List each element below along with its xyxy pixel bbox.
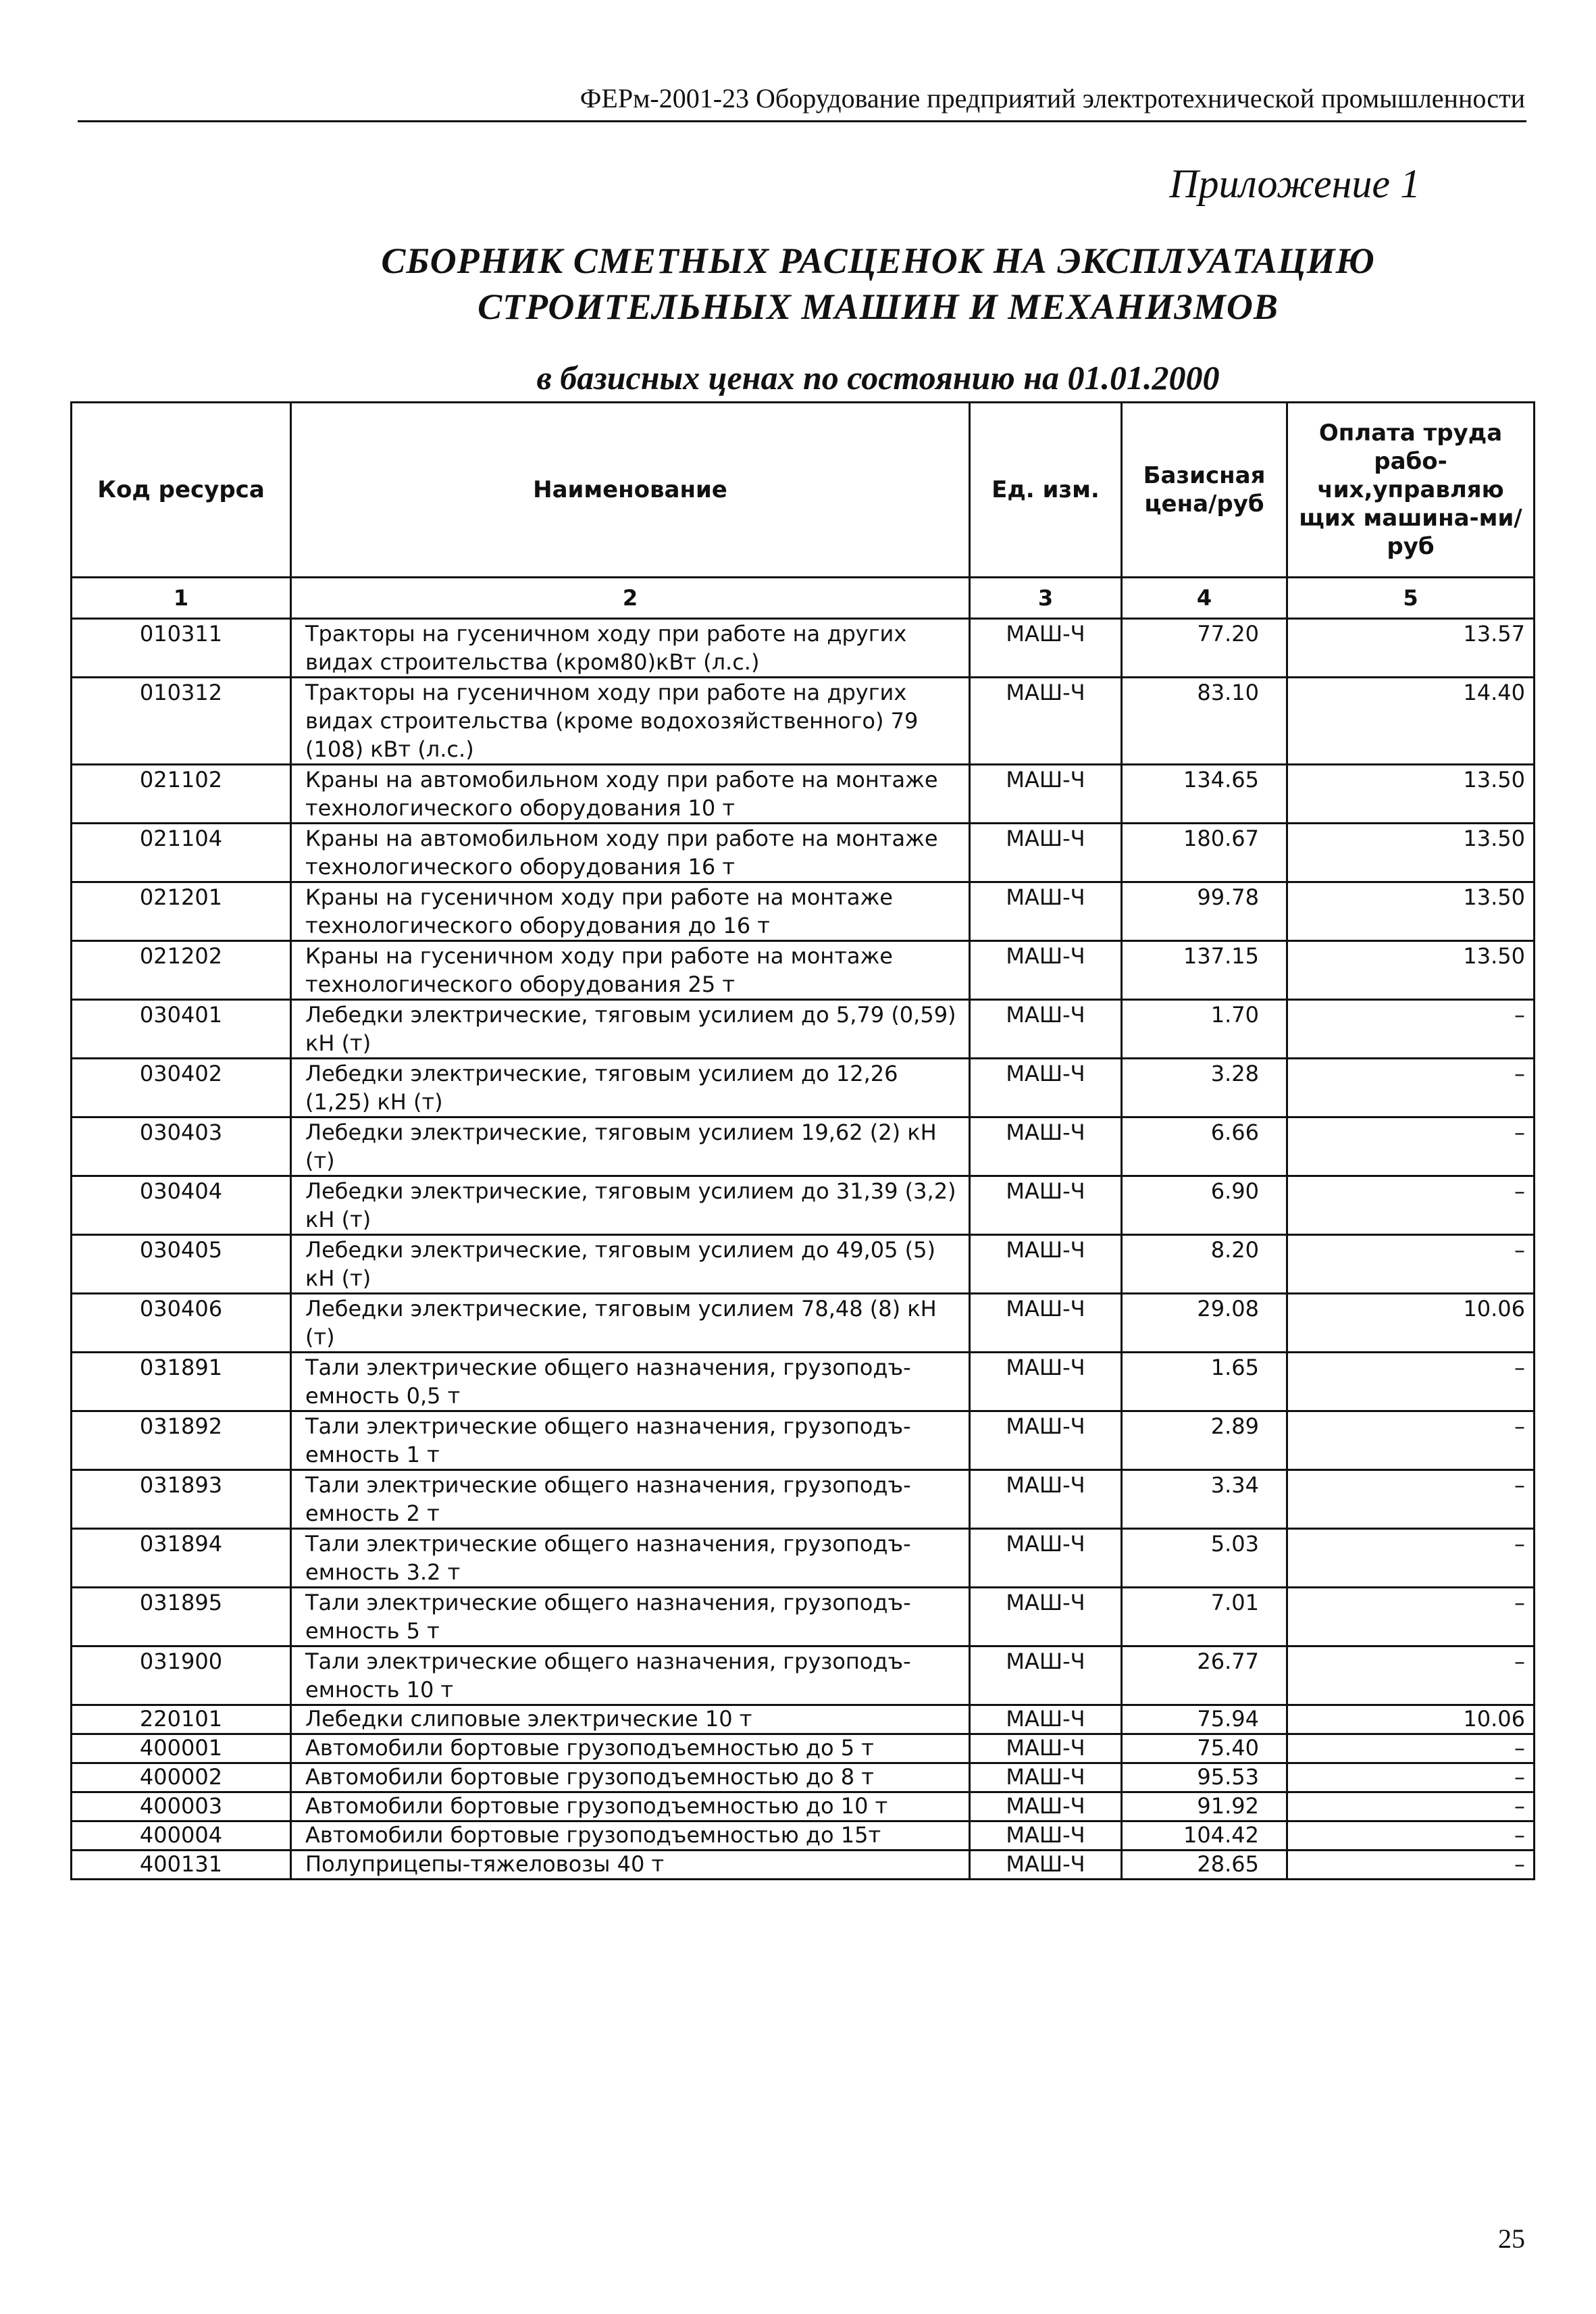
cell-name: Лебедки электрические, тяговым усилием до 12,26 (1,25) кН (т) [291, 1059, 970, 1117]
cell-name: Краны на гусеничном ходу при работе на монтаже технологического оборудования до 16 т [291, 882, 970, 941]
cell-code: 010311 [72, 619, 291, 678]
cell-unit: МАШ-Ч [970, 1821, 1122, 1851]
cell-code: 031891 [72, 1353, 291, 1411]
cell-unit: МАШ-Ч [970, 1734, 1122, 1763]
cell-name: Автомобили бортовые грузоподъемностью до 8 т [291, 1763, 970, 1792]
page-number: 25 [1498, 2223, 1525, 2254]
column-number: 1 [72, 578, 291, 619]
header-divider [78, 120, 1526, 122]
title-line-1: СБОРНИК СМЕТНЫХ РАСЦЕНОК НА ЭКСПЛУАТАЦИЮ [381, 241, 1375, 281]
cell-price: 99.78 [1122, 882, 1287, 941]
cell-wage: 13.50 [1287, 765, 1535, 824]
cell-code: 031892 [72, 1411, 291, 1470]
cell-price: 3.28 [1122, 1059, 1287, 1117]
cell-price: 83.10 [1122, 678, 1287, 765]
table-row [72, 1059, 1535, 1117]
cell-price: 3.34 [1122, 1470, 1287, 1529]
cell-unit: МАШ-Ч [970, 1763, 1122, 1792]
cell-code: 021201 [72, 882, 291, 941]
cell-price: 26.77 [1122, 1646, 1287, 1705]
cell-unit: МАШ-Ч [970, 824, 1122, 882]
cell-wage: – [1287, 1353, 1535, 1411]
cell-wage: 14.40 [1287, 678, 1535, 765]
cell-wage: – [1287, 1235, 1535, 1294]
cell-wage: – [1287, 1529, 1535, 1588]
cell-code: 021104 [72, 824, 291, 882]
cell-price: 75.94 [1122, 1705, 1287, 1734]
cell-name: Автомобили бортовые грузоподъемностью до 15т [291, 1821, 970, 1851]
cell-unit: МАШ-Ч [970, 1176, 1122, 1235]
column-number: 3 [970, 578, 1122, 619]
cell-unit: МАШ-Ч [970, 1059, 1122, 1117]
cell-name: Лебедки электрические, тяговым усилием до 49,05 (5) кН (т) [291, 1235, 970, 1294]
cell-name: Автомобили бортовые грузоподъемностью до 10 т [291, 1792, 970, 1821]
cell-code: 031900 [72, 1646, 291, 1705]
table-row [72, 1117, 1535, 1176]
cell-code: 021202 [72, 941, 291, 1000]
table-row [72, 619, 1535, 678]
header-code: Код ресурса [72, 403, 291, 578]
cell-code: 400003 [72, 1792, 291, 1821]
table-row [72, 1235, 1535, 1294]
title-line-2: СТРОИТЕЛЬНЫХ МАШИН И МЕХАНИЗМОВ [478, 286, 1279, 327]
cell-code: 030405 [72, 1235, 291, 1294]
table-row [72, 1529, 1535, 1588]
table-row [72, 1763, 1535, 1792]
header-price: Базисная цена/руб [1122, 403, 1287, 578]
cell-name: Тали электрические общего назначения, грузоподъ-емность 2 т [291, 1470, 970, 1529]
cell-price: 29.08 [1122, 1294, 1287, 1353]
cell-wage: – [1287, 1734, 1535, 1763]
cell-name: Краны на гусеничном ходу при работе на монтаже технологического оборудования 25 т [291, 941, 970, 1000]
cell-price: 180.67 [1122, 824, 1287, 882]
column-number: 4 [1122, 578, 1287, 619]
cell-wage: – [1287, 1763, 1535, 1792]
cell-wage: – [1287, 1411, 1535, 1470]
cell-code: 400002 [72, 1763, 291, 1792]
cell-wage: – [1287, 1470, 1535, 1529]
cell-unit: МАШ-Ч [970, 882, 1122, 941]
cell-wage: 10.06 [1287, 1705, 1535, 1734]
cell-code: 030403 [72, 1117, 291, 1176]
cell-unit: МАШ-Ч [970, 1470, 1122, 1529]
cell-wage: 10.06 [1287, 1294, 1535, 1353]
table-row [72, 1588, 1535, 1646]
cell-price: 91.92 [1122, 1792, 1287, 1821]
cell-wage: – [1287, 1646, 1535, 1705]
rates-table [70, 401, 1535, 1880]
running-header: ФЕРм-2001-23 Оборудование предприятий электротехнической промышленности [580, 83, 1525, 114]
table-row [72, 1000, 1535, 1059]
table-row [72, 1470, 1535, 1529]
cell-wage: 13.50 [1287, 941, 1535, 1000]
table-row [72, 1353, 1535, 1411]
cell-price: 1.65 [1122, 1353, 1287, 1411]
table-row [72, 1821, 1535, 1851]
cell-wage: – [1287, 1851, 1535, 1880]
cell-wage: – [1287, 1792, 1535, 1821]
cell-wage: 13.50 [1287, 882, 1535, 941]
cell-unit: МАШ-Ч [970, 678, 1122, 765]
cell-unit: МАШ-Ч [970, 1294, 1122, 1353]
cell-name: Лебедки электрические, тяговым усилием 78,48 (8) кН (т) [291, 1294, 970, 1353]
table-body [72, 578, 1535, 1880]
cell-code: 220101 [72, 1705, 291, 1734]
document-title [0, 238, 1596, 330]
cell-unit: МАШ-Ч [970, 1235, 1122, 1294]
cell-unit: МАШ-Ч [970, 765, 1122, 824]
header-unit: Ед. изм. [970, 403, 1122, 578]
cell-wage: – [1287, 1821, 1535, 1851]
cell-unit: МАШ-Ч [970, 1117, 1122, 1176]
cell-wage: 13.57 [1287, 619, 1535, 678]
cell-unit: МАШ-Ч [970, 1646, 1122, 1705]
cell-wage: – [1287, 1000, 1535, 1059]
cell-unit: МАШ-Ч [970, 1792, 1122, 1821]
cell-name: Краны на автомобильном ходу при работе на монтаже технологического оборудования 16 т [291, 824, 970, 882]
cell-code: 030404 [72, 1176, 291, 1235]
table-row [72, 765, 1535, 824]
cell-name: Тали электрические общего назначения, грузоподъ-емность 1 т [291, 1411, 970, 1470]
column-number: 5 [1287, 578, 1535, 619]
table-row [72, 941, 1535, 1000]
cell-name: Лебедки электрические, тяговым усилием 19,62 (2) кН (т) [291, 1117, 970, 1176]
table-row [72, 1792, 1535, 1821]
cell-name: Тракторы на гусеничном ходу при работе на других видах строительства (кром80)кВт (л.с.) [291, 619, 970, 678]
cell-code: 010312 [72, 678, 291, 765]
cell-name: Тали электрические общего назначения, грузоподъ-емность 5 т [291, 1588, 970, 1646]
cell-wage: – [1287, 1588, 1535, 1646]
cell-code: 031894 [72, 1529, 291, 1588]
cell-wage: – [1287, 1176, 1535, 1235]
header-wage: Оплата труда рабо-чих,управляю щих машина-ми/руб [1287, 403, 1535, 578]
cell-wage: – [1287, 1059, 1535, 1117]
table-row [72, 824, 1535, 882]
cell-name: Краны на автомобильном ходу при работе на монтаже технологического оборудования 10 т [291, 765, 970, 824]
appendix-label: Приложение 1 [1169, 161, 1420, 206]
cell-name: Лебедки слиповые электрические 10 т [291, 1705, 970, 1734]
cell-price: 2.89 [1122, 1411, 1287, 1470]
cell-code: 030401 [72, 1000, 291, 1059]
table-row [72, 1411, 1535, 1470]
table-row [72, 1734, 1535, 1763]
cell-price: 5.03 [1122, 1529, 1287, 1588]
cell-price: 75.40 [1122, 1734, 1287, 1763]
cell-name: Лебедки электрические, тяговым усилием до 5,79 (0,59) кН (т) [291, 1000, 970, 1059]
cell-code: 400001 [72, 1734, 291, 1763]
cell-unit: МАШ-Ч [970, 1411, 1122, 1470]
table-row [72, 1176, 1535, 1235]
cell-unit: МАШ-Ч [970, 941, 1122, 1000]
cell-price: 8.20 [1122, 1235, 1287, 1294]
cell-price: 6.90 [1122, 1176, 1287, 1235]
table-row [72, 1294, 1535, 1353]
cell-code: 400131 [72, 1851, 291, 1880]
cell-unit: МАШ-Ч [970, 1529, 1122, 1588]
cell-unit: МАШ-Ч [970, 1588, 1122, 1646]
cell-price: 95.53 [1122, 1763, 1287, 1792]
column-number-row [72, 578, 1535, 619]
cell-unit: МАШ-Ч [970, 1353, 1122, 1411]
table-row [72, 1851, 1535, 1880]
cell-unit: МАШ-Ч [970, 1000, 1122, 1059]
table-row [72, 678, 1535, 765]
cell-price: 6.66 [1122, 1117, 1287, 1176]
cell-code: 030406 [72, 1294, 291, 1353]
cell-wage: 13.50 [1287, 824, 1535, 882]
cell-price: 77.20 [1122, 619, 1287, 678]
header-name: Наименование [291, 403, 970, 578]
table-row [72, 1705, 1535, 1734]
cell-code: 400004 [72, 1821, 291, 1851]
document-subtitle: в базисных ценах по состоянию на 01.01.2000 [536, 359, 1220, 397]
cell-name: Тракторы на гусеничном ходу при работе на других видах строительства (кроме водохозяйственного) 79 (108) кВт (л.с.) [291, 678, 970, 765]
cell-name: Автомобили бортовые грузоподъемностью до 5 т [291, 1734, 970, 1763]
column-number: 2 [291, 578, 970, 619]
cell-name: Тали электрические общего назначения, грузоподъ-емность 0,5 т [291, 1353, 970, 1411]
cell-unit: МАШ-Ч [970, 619, 1122, 678]
cell-price: 104.42 [1122, 1821, 1287, 1851]
cell-code: 031893 [72, 1470, 291, 1529]
cell-name: Полуприцепы-тяжеловозы 40 т [291, 1851, 970, 1880]
cell-name: Тали электрические общего назначения, грузоподъ-емность 3.2 т [291, 1529, 970, 1588]
table-row [72, 1646, 1535, 1705]
cell-name: Тали электрические общего назначения, грузоподъ-емность 10 т [291, 1646, 970, 1705]
cell-price: 1.70 [1122, 1000, 1287, 1059]
cell-price: 134.65 [1122, 765, 1287, 824]
cell-wage: – [1287, 1117, 1535, 1176]
cell-price: 28.65 [1122, 1851, 1287, 1880]
table-row [72, 882, 1535, 941]
cell-unit: МАШ-Ч [970, 1851, 1122, 1880]
cell-unit: МАШ-Ч [970, 1705, 1122, 1734]
cell-name: Лебедки электрические, тяговым усилием до 31,39 (3,2) кН (т) [291, 1176, 970, 1235]
cell-code: 030402 [72, 1059, 291, 1117]
table-header-row [72, 403, 1535, 578]
cell-code: 031895 [72, 1588, 291, 1646]
cell-price: 7.01 [1122, 1588, 1287, 1646]
cell-price: 137.15 [1122, 941, 1287, 1000]
cell-code: 021102 [72, 765, 291, 824]
